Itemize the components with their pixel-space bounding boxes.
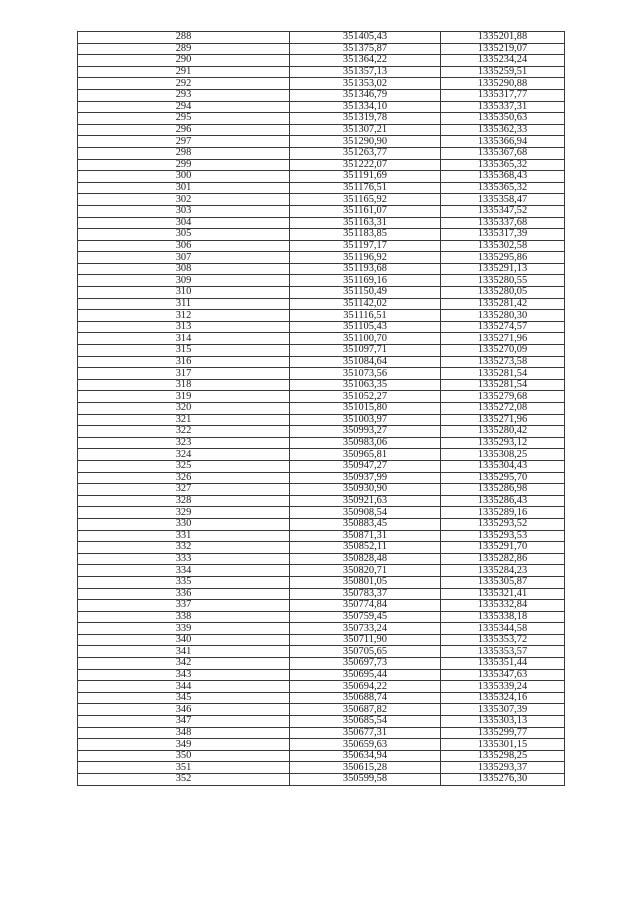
- point-number-cell: 326: [78, 472, 290, 484]
- y-coordinate-cell: 1335271,96: [441, 333, 565, 345]
- table-row: [78, 66, 565, 78]
- y-coordinate-cell: 1335299,77: [441, 727, 565, 739]
- table-row: [78, 507, 565, 519]
- y-coordinate-cell: 1335289,16: [441, 507, 565, 519]
- y-coordinate-cell: 1335291,70: [441, 542, 565, 554]
- y-coordinate-cell: 1335273,58: [441, 356, 565, 368]
- x-coordinate-cell: 350852,11: [290, 542, 441, 554]
- point-number-cell: 309: [78, 275, 290, 287]
- table-row: [78, 518, 565, 530]
- y-coordinate-cell: 1335365,32: [441, 182, 565, 194]
- x-coordinate-cell: 351161,07: [290, 205, 441, 217]
- point-number-cell: 346: [78, 704, 290, 716]
- x-coordinate-cell: 350883,45: [290, 518, 441, 530]
- point-number-cell: 288: [78, 32, 290, 44]
- table-row: [78, 147, 565, 159]
- point-number-cell: 327: [78, 484, 290, 496]
- x-coordinate-cell: 351307,21: [290, 124, 441, 136]
- table-row: [78, 658, 565, 670]
- point-number-cell: 332: [78, 542, 290, 554]
- table-row: [78, 78, 565, 90]
- x-coordinate-cell: 351105,43: [290, 321, 441, 333]
- point-number-cell: 325: [78, 460, 290, 472]
- table-row: [78, 495, 565, 507]
- point-number-cell: 342: [78, 658, 290, 670]
- x-coordinate-cell: 350947,27: [290, 460, 441, 472]
- x-coordinate-cell: 351073,56: [290, 368, 441, 380]
- table-row: [78, 576, 565, 588]
- y-coordinate-cell: 1335339,24: [441, 681, 565, 693]
- table-row: [78, 553, 565, 565]
- y-coordinate-cell: 1335353,72: [441, 634, 565, 646]
- table-row: [78, 750, 565, 762]
- y-coordinate-cell: 1335307,39: [441, 704, 565, 716]
- point-number-cell: 303: [78, 205, 290, 217]
- x-coordinate-cell: 350908,54: [290, 507, 441, 519]
- point-number-cell: 313: [78, 321, 290, 333]
- point-number-cell: 296: [78, 124, 290, 136]
- x-coordinate-cell: 351097,71: [290, 345, 441, 357]
- x-coordinate-cell: 351375,87: [290, 43, 441, 55]
- x-coordinate-cell: 351052,27: [290, 391, 441, 403]
- y-coordinate-cell: 1335293,37: [441, 762, 565, 774]
- x-coordinate-cell: 350993,27: [290, 426, 441, 438]
- table-row: [78, 530, 565, 542]
- table-row: [78, 345, 565, 357]
- y-coordinate-cell: 1335302,58: [441, 240, 565, 252]
- point-number-cell: 351: [78, 762, 290, 774]
- table-row: [78, 205, 565, 217]
- y-coordinate-cell: 1335281,42: [441, 298, 565, 310]
- table-row: [78, 472, 565, 484]
- x-coordinate-cell: 351319,78: [290, 113, 441, 125]
- y-coordinate-cell: 1335337,68: [441, 217, 565, 229]
- point-number-cell: 331: [78, 530, 290, 542]
- point-number-cell: 310: [78, 287, 290, 299]
- y-coordinate-cell: 1335290,88: [441, 78, 565, 90]
- y-coordinate-cell: 1335305,87: [441, 576, 565, 588]
- y-coordinate-cell: 1335301,15: [441, 739, 565, 751]
- table-row: [78, 43, 565, 55]
- x-coordinate-cell: 351142,02: [290, 298, 441, 310]
- table-row: [78, 194, 565, 206]
- table-row: [78, 217, 565, 229]
- point-number-cell: 328: [78, 495, 290, 507]
- y-coordinate-cell: 1335280,05: [441, 287, 565, 299]
- table-row: [78, 252, 565, 264]
- y-coordinate-cell: 1335271,96: [441, 414, 565, 426]
- y-coordinate-cell: 1335276,30: [441, 774, 565, 786]
- table-row: [78, 229, 565, 241]
- y-coordinate-cell: 1335281,54: [441, 379, 565, 391]
- y-coordinate-cell: 1335293,12: [441, 437, 565, 449]
- y-coordinate-cell: 1335295,86: [441, 252, 565, 264]
- x-coordinate-cell: 350937,99: [290, 472, 441, 484]
- point-number-cell: 347: [78, 716, 290, 728]
- x-coordinate-cell: 351176,51: [290, 182, 441, 194]
- y-coordinate-cell: 1335286,98: [441, 484, 565, 496]
- point-number-cell: 289: [78, 43, 290, 55]
- table-row: [78, 681, 565, 693]
- point-number-cell: 297: [78, 136, 290, 148]
- y-coordinate-cell: 1335270,09: [441, 345, 565, 357]
- x-coordinate-cell: 351169,16: [290, 275, 441, 287]
- x-coordinate-cell: 351197,17: [290, 240, 441, 252]
- table-row: [78, 449, 565, 461]
- point-number-cell: 319: [78, 391, 290, 403]
- point-number-cell: 295: [78, 113, 290, 125]
- x-coordinate-cell: 350687,82: [290, 704, 441, 716]
- y-coordinate-cell: 1335304,43: [441, 460, 565, 472]
- x-coordinate-cell: 350965,81: [290, 449, 441, 461]
- y-coordinate-cell: 1335280,42: [441, 426, 565, 438]
- x-coordinate-cell: 351193,68: [290, 263, 441, 275]
- point-number-cell: 329: [78, 507, 290, 519]
- table-row: [78, 159, 565, 171]
- x-coordinate-cell: 350695,44: [290, 669, 441, 681]
- table-row: [78, 391, 565, 403]
- x-coordinate-cell: 351290,90: [290, 136, 441, 148]
- x-coordinate-cell: 350774,84: [290, 600, 441, 612]
- table-row: [78, 263, 565, 275]
- point-number-cell: 299: [78, 159, 290, 171]
- point-number-cell: 323: [78, 437, 290, 449]
- point-number-cell: 343: [78, 669, 290, 681]
- point-number-cell: 341: [78, 646, 290, 658]
- table-row: [78, 762, 565, 774]
- x-coordinate-cell: 350733,24: [290, 623, 441, 635]
- table-row: [78, 484, 565, 496]
- x-coordinate-cell: 350697,73: [290, 658, 441, 670]
- point-number-cell: 294: [78, 101, 290, 113]
- y-coordinate-cell: 1335280,55: [441, 275, 565, 287]
- point-number-cell: 316: [78, 356, 290, 368]
- y-coordinate-cell: 1335332,84: [441, 600, 565, 612]
- point-number-cell: 301: [78, 182, 290, 194]
- table-row: [78, 298, 565, 310]
- x-coordinate-cell: 351003,97: [290, 414, 441, 426]
- table-row: [78, 113, 565, 125]
- point-number-cell: 334: [78, 565, 290, 577]
- x-coordinate-cell: 350759,45: [290, 611, 441, 623]
- y-coordinate-cell: 1335321,41: [441, 588, 565, 600]
- x-coordinate-cell: 350677,31: [290, 727, 441, 739]
- table-row: [78, 275, 565, 287]
- table-row: [78, 379, 565, 391]
- point-number-cell: 321: [78, 414, 290, 426]
- x-coordinate-cell: 350599,58: [290, 774, 441, 786]
- x-coordinate-cell: 351364,22: [290, 55, 441, 67]
- x-coordinate-cell: 351084,64: [290, 356, 441, 368]
- table-row: [78, 136, 565, 148]
- y-coordinate-cell: 1335303,13: [441, 716, 565, 728]
- point-number-cell: 307: [78, 252, 290, 264]
- y-coordinate-cell: 1335368,43: [441, 171, 565, 183]
- y-coordinate-cell: 1335353,57: [441, 646, 565, 658]
- x-coordinate-cell: 351405,43: [290, 32, 441, 44]
- x-coordinate-cell: 350615,28: [290, 762, 441, 774]
- point-number-cell: 318: [78, 379, 290, 391]
- x-coordinate-cell: 351357,13: [290, 66, 441, 78]
- point-number-cell: 348: [78, 727, 290, 739]
- table-row: [78, 611, 565, 623]
- table-row: [78, 310, 565, 322]
- y-coordinate-cell: 1335281,54: [441, 368, 565, 380]
- x-coordinate-cell: 351346,79: [290, 89, 441, 101]
- table-row: [78, 437, 565, 449]
- y-coordinate-cell: 1335347,63: [441, 669, 565, 681]
- x-coordinate-cell: 351222,07: [290, 159, 441, 171]
- table-row: [78, 287, 565, 299]
- point-number-cell: 352: [78, 774, 290, 786]
- y-coordinate-cell: 1335298,25: [441, 750, 565, 762]
- x-coordinate-cell: 350694,22: [290, 681, 441, 693]
- y-coordinate-cell: 1335351,44: [441, 658, 565, 670]
- x-coordinate-cell: 350783,37: [290, 588, 441, 600]
- point-number-cell: 311: [78, 298, 290, 310]
- x-coordinate-cell: 351163,31: [290, 217, 441, 229]
- x-coordinate-cell: 350801,05: [290, 576, 441, 588]
- y-coordinate-cell: 1335284,23: [441, 565, 565, 577]
- table-row: [78, 704, 565, 716]
- y-coordinate-cell: 1335201,88: [441, 32, 565, 44]
- x-coordinate-cell: 351263,77: [290, 147, 441, 159]
- x-coordinate-cell: 351183,85: [290, 229, 441, 241]
- y-coordinate-cell: 1335317,77: [441, 89, 565, 101]
- point-number-cell: 291: [78, 66, 290, 78]
- y-coordinate-cell: 1335317,39: [441, 229, 565, 241]
- x-coordinate-cell: 350930,90: [290, 484, 441, 496]
- y-coordinate-cell: 1335282,86: [441, 553, 565, 565]
- y-coordinate-cell: 1335291,13: [441, 263, 565, 275]
- point-number-cell: 320: [78, 403, 290, 415]
- y-coordinate-cell: 1335347,52: [441, 205, 565, 217]
- point-number-cell: 345: [78, 692, 290, 704]
- table-row: [78, 460, 565, 472]
- x-coordinate-cell: 351196,92: [290, 252, 441, 264]
- table-row: [78, 124, 565, 136]
- y-coordinate-cell: 1335293,53: [441, 530, 565, 542]
- point-number-cell: 306: [78, 240, 290, 252]
- coordinates-table: [77, 31, 565, 786]
- point-number-cell: 293: [78, 89, 290, 101]
- y-coordinate-cell: 1335308,25: [441, 449, 565, 461]
- table-row: [78, 240, 565, 252]
- point-number-cell: 350: [78, 750, 290, 762]
- x-coordinate-cell: 350820,71: [290, 565, 441, 577]
- y-coordinate-cell: 1335234,24: [441, 55, 565, 67]
- table-row: [78, 101, 565, 113]
- table-row: [78, 634, 565, 646]
- y-coordinate-cell: 1335280,30: [441, 310, 565, 322]
- x-coordinate-cell: 350659,63: [290, 739, 441, 751]
- y-coordinate-cell: 1335324,16: [441, 692, 565, 704]
- y-coordinate-cell: 1335362,33: [441, 124, 565, 136]
- point-number-cell: 312: [78, 310, 290, 322]
- point-number-cell: 298: [78, 147, 290, 159]
- point-number-cell: 335: [78, 576, 290, 588]
- x-coordinate-cell: 351063,35: [290, 379, 441, 391]
- y-coordinate-cell: 1335279,68: [441, 391, 565, 403]
- y-coordinate-cell: 1335286,43: [441, 495, 565, 507]
- x-coordinate-cell: 351100,70: [290, 333, 441, 345]
- x-coordinate-cell: 350828,48: [290, 553, 441, 565]
- table-row: [78, 774, 565, 786]
- table-row: [78, 727, 565, 739]
- y-coordinate-cell: 1335295,70: [441, 472, 565, 484]
- y-coordinate-cell: 1335274,57: [441, 321, 565, 333]
- y-coordinate-cell: 1335293,52: [441, 518, 565, 530]
- point-number-cell: 349: [78, 739, 290, 751]
- point-number-cell: 315: [78, 345, 290, 357]
- table-row: [78, 182, 565, 194]
- point-number-cell: 302: [78, 194, 290, 206]
- point-number-cell: 308: [78, 263, 290, 275]
- x-coordinate-cell: 351191,69: [290, 171, 441, 183]
- table-row: [78, 356, 565, 368]
- x-coordinate-cell: 350688,74: [290, 692, 441, 704]
- table-row: [78, 414, 565, 426]
- point-number-cell: 339: [78, 623, 290, 635]
- coordinates-table-body: [78, 32, 565, 786]
- x-coordinate-cell: 351334,10: [290, 101, 441, 113]
- point-number-cell: 330: [78, 518, 290, 530]
- table-row: [78, 368, 565, 380]
- table-row: [78, 426, 565, 438]
- y-coordinate-cell: 1335365,32: [441, 159, 565, 171]
- point-number-cell: 337: [78, 600, 290, 612]
- y-coordinate-cell: 1335366,94: [441, 136, 565, 148]
- point-number-cell: 305: [78, 229, 290, 241]
- point-number-cell: 340: [78, 634, 290, 646]
- point-number-cell: 292: [78, 78, 290, 90]
- x-coordinate-cell: 350983,06: [290, 437, 441, 449]
- table-row: [78, 171, 565, 183]
- table-row: [78, 739, 565, 751]
- point-number-cell: 317: [78, 368, 290, 380]
- table-row: [78, 565, 565, 577]
- table-row: [78, 55, 565, 67]
- y-coordinate-cell: 1335272,08: [441, 403, 565, 415]
- table-row: [78, 32, 565, 44]
- table-row: [78, 692, 565, 704]
- x-coordinate-cell: 351150,49: [290, 287, 441, 299]
- point-number-cell: 290: [78, 55, 290, 67]
- x-coordinate-cell: 351116,51: [290, 310, 441, 322]
- y-coordinate-cell: 1335259,51: [441, 66, 565, 78]
- table-row: [78, 542, 565, 554]
- x-coordinate-cell: 350921,63: [290, 495, 441, 507]
- table-row: [78, 716, 565, 728]
- x-coordinate-cell: 350685,54: [290, 716, 441, 728]
- point-number-cell: 314: [78, 333, 290, 345]
- table-row: [78, 321, 565, 333]
- x-coordinate-cell: 351165,92: [290, 194, 441, 206]
- y-coordinate-cell: 1335367,68: [441, 147, 565, 159]
- table-row: [78, 646, 565, 658]
- x-coordinate-cell: 350634,94: [290, 750, 441, 762]
- x-coordinate-cell: 350705,65: [290, 646, 441, 658]
- y-coordinate-cell: 1335219,07: [441, 43, 565, 55]
- table-row: [78, 623, 565, 635]
- x-coordinate-cell: 351353,02: [290, 78, 441, 90]
- table-row: [78, 588, 565, 600]
- y-coordinate-cell: 1335338,18: [441, 611, 565, 623]
- x-coordinate-cell: 351015,80: [290, 403, 441, 415]
- point-number-cell: 324: [78, 449, 290, 461]
- x-coordinate-cell: 350711,90: [290, 634, 441, 646]
- point-number-cell: 336: [78, 588, 290, 600]
- point-number-cell: 322: [78, 426, 290, 438]
- point-number-cell: 344: [78, 681, 290, 693]
- y-coordinate-cell: 1335350,63: [441, 113, 565, 125]
- table-row: [78, 403, 565, 415]
- y-coordinate-cell: 1335337,31: [441, 101, 565, 113]
- y-coordinate-cell: 1335344,58: [441, 623, 565, 635]
- table-row: [78, 669, 565, 681]
- table-row: [78, 333, 565, 345]
- x-coordinate-cell: 350871,31: [290, 530, 441, 542]
- point-number-cell: 338: [78, 611, 290, 623]
- point-number-cell: 333: [78, 553, 290, 565]
- table-row: [78, 600, 565, 612]
- point-number-cell: 304: [78, 217, 290, 229]
- y-coordinate-cell: 1335358,47: [441, 194, 565, 206]
- point-number-cell: 300: [78, 171, 290, 183]
- table-row: [78, 89, 565, 101]
